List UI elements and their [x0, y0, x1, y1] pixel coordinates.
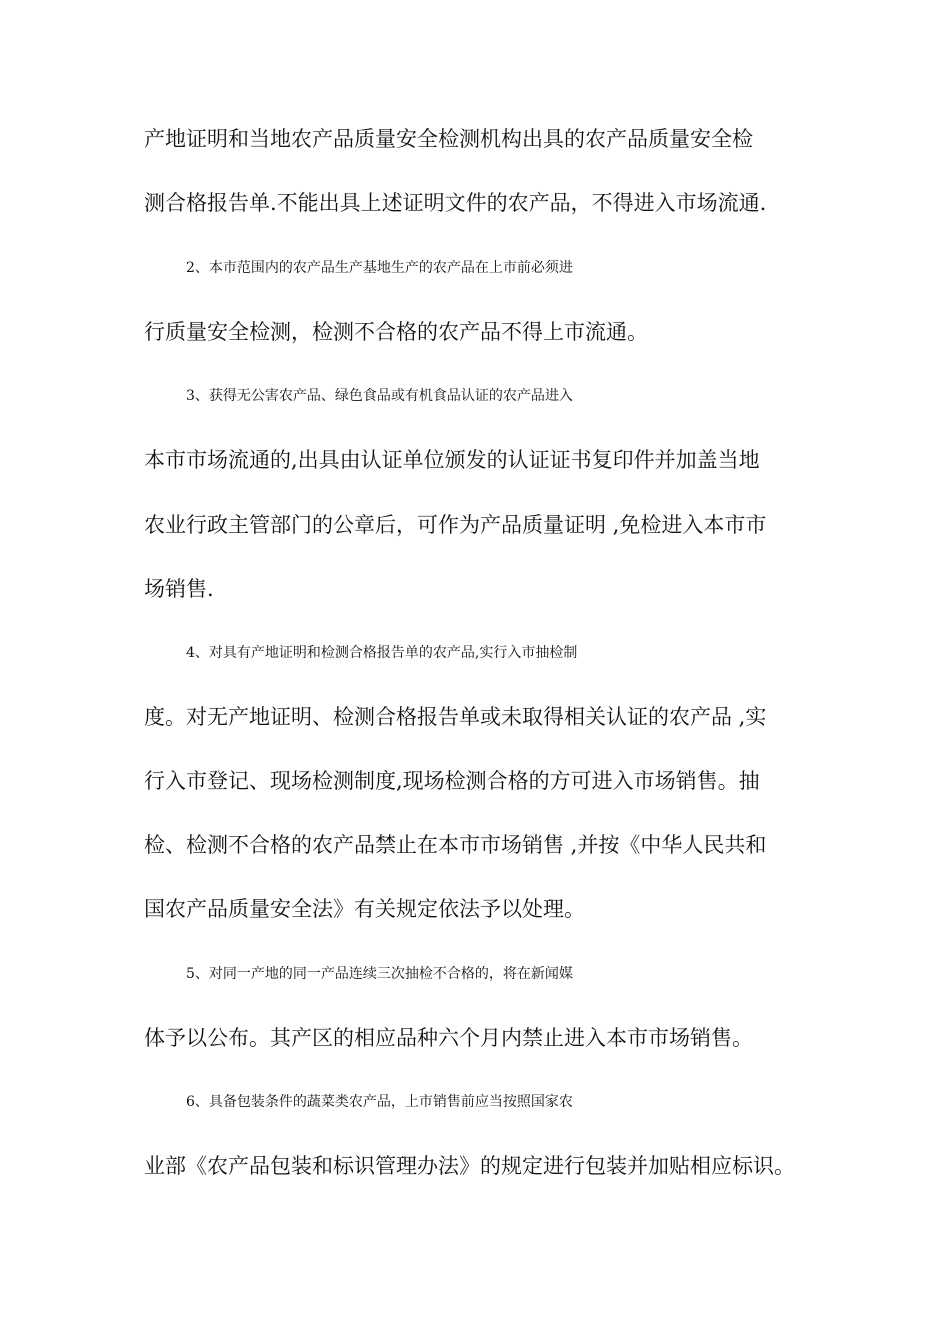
text-line: 体予以公布。其产区的相应品种六个月内禁止进入本市市场销售。 [144, 1026, 753, 1050]
text-line: 本市市场流通的,出具由认证单位颁发的认证证书复印件并加盖当地 [144, 448, 760, 472]
text-line: 度。对无产地证明、检测合格报告单或未取得相关认证的农产品 ,实 [144, 705, 767, 729]
text-line: 场销售. [144, 577, 214, 601]
paragraph-6-start: 6、具备包装条件的蔬菜类农产品，上市销售前应当按照国家农 [186, 1094, 573, 1110]
text-line: 行质量安全检测，检测不合格的农产品不得上市流通。 [144, 320, 648, 344]
text-line: 测合格报告单.不能出具上述证明文件的农产品，不得进入市场流通. [144, 191, 767, 215]
paragraph-3-start: 3、获得无公害农产品、绿色食品或有机食品认证的农产品进入 [186, 388, 573, 404]
text-line: 农业行政主管部门的公章后，可作为产品质量证明 ,免检进入本市市 [144, 513, 767, 537]
text-line: 检、检测不合格的农产品禁止在本市市场销售 ,并按《中华人民共和 [144, 833, 767, 857]
text-line: 产地证明和当地农产品质量安全检测机构出具的农产品质量安全检 [144, 127, 753, 151]
text-line: 业部《农产品包装和标识管理办法》的规定进行包装并加贴相应标识。 [144, 1154, 795, 1178]
paragraph-4-start: 4、对具有产地证明和检测合格报告单的农产品,实行入市抽检制 [186, 645, 578, 661]
text-line: 国农产品质量安全法》有关规定依法予以处理。 [144, 897, 585, 921]
paragraph-5-start: 5、对同一产地的同一产品连续三次抽检不合格的，将在新闻媒 [186, 966, 573, 982]
paragraph-2-start: 2、本市范围内的农产品生产基地生产的农产品在上市前必须进 [186, 260, 573, 276]
text-line: 行入市登记、现场检测制度,现场检测合格的方可进入市场销售。抽 [144, 769, 760, 793]
